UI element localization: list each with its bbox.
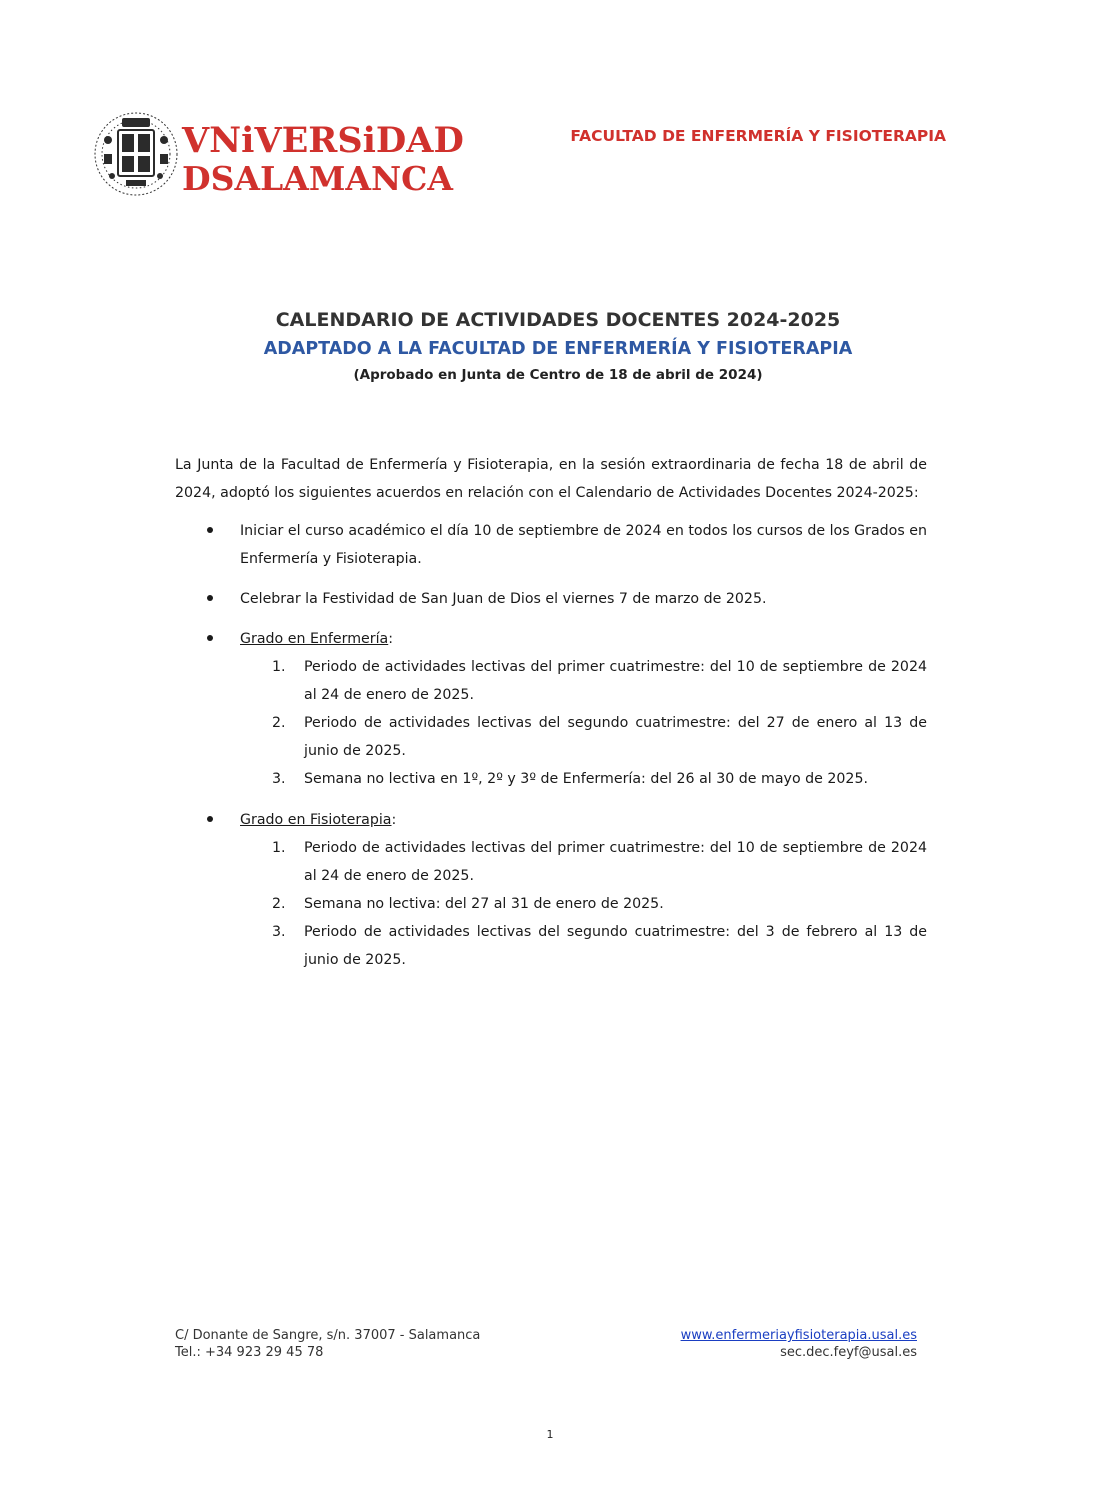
- footer-address: C/ Donante de Sangre, s/n. 37007 - Salamanca: [175, 1328, 481, 1343]
- intro-paragraph: La Junta de la Facultad de Enfermería y Fisioterapia, en la sesión extraordinaria de fecha 18 de abril de 2024, adoptó los siguientes acuerdos en relación con el Calendario de Actividades Docentes 2024-2025:: [175, 457, 927, 501]
- svg-text:VNiVERSiDAD: VNiVERSiDAD: [182, 120, 464, 161]
- agreements-list: [175, 517, 927, 974]
- footer-phone: Tel.: +34 923 29 45 78: [175, 1345, 324, 1360]
- list-item: [175, 585, 927, 613]
- bullet-icon: [207, 635, 213, 641]
- enfermeria-periods: [240, 653, 927, 793]
- bullet-text: Iniciar el curso académico el día 10 de septiembre de 2024 en todos los cursos de los Grados en Enfermería y Fisioterapia.: [240, 523, 927, 567]
- svg-text:DSALAMANCA: DSALAMANCA: [182, 159, 454, 198]
- document-body: [175, 451, 927, 974]
- list-item-enfermeria: Grado en Enfermería: 1. Periodo de actividades lectivas del primer cuatrimestre: del 10 de septiembre de 2024 al 24 de enero de 2025. 2. Periodo de actividades lectivas del segundo cuatrimestre: del 27 de enero al 13 de junio de 2025. 3. Semana no lectiva en 1º, 2º y 3º de Enfermería: del 26 al 30 de mayo de 2025.: [175, 625, 927, 793]
- footer-contact: [175, 1327, 480, 1361]
- numbered-item: 1. Periodo de actividades lectivas del primer cuatrimestre: del 10 de septiembre de 2024 al 24 de enero de 2025.: [272, 659, 927, 703]
- section-heading-fisioterapia: Grado en Fisioterapia: [240, 812, 392, 828]
- numbered-item: 2. Periodo de actividades lectivas del segundo cuatrimestre: del 27 de enero al 13 de junio de 2025.: [272, 715, 927, 759]
- website-link[interactable]: www.enfermeriayfisioterapia.usal.es: [680, 1328, 917, 1343]
- document-subtitle: ADAPTADO A LA FACULTAD DE ENFERMERÍA Y FISIOTERAPIA: [263, 339, 853, 359]
- document-title: CALENDARIO DE ACTIVIDADES DOCENTES 2024-2025: [275, 309, 841, 331]
- numbered-item: 3. Semana no lectiva en 1º, 2º y 3º de Enfermería: del 26 al 30 de mayo de 2025.: [272, 771, 868, 787]
- numbered-item: 3. Periodo de actividades lectivas del segundo cuatrimestre: del 3 de febrero al 13 de junio de 2025.: [272, 924, 927, 968]
- list-item: [175, 517, 927, 573]
- numbered-item: 1. Periodo de actividades lectivas del primer cuatrimestre: del 10 de septiembre de 2024 al 24 de enero de 2025.: [272, 840, 927, 884]
- footer-email: sec.dec.feyf@usal.es: [780, 1345, 917, 1360]
- bullet-icon: [207, 527, 213, 533]
- faculty-name: FACULTAD DE ENFERMERÍA Y FISIOTERAPIA: [570, 127, 946, 145]
- bullet-text: Celebrar la Festividad de San Juan de Dios el viernes 7 de marzo de 2025.: [240, 591, 767, 607]
- footer-links: [681, 1327, 917, 1361]
- section-heading-enfermeria: Grado en Enfermería: [240, 631, 389, 647]
- list-item-fisioterapia: Grado en Fisioterapia: 1. Periodo de actividades lectivas del primer cuatrimestre: del 10 de septiembre de 2024 al 24 de enero de 2025. 2. Semana no lectiva: del 27 al 31 de enero de 2025. 3. Periodo de actividades lectivas del segundo cuatrimestre: del 3 de febrero al 13 de junio de 2025.: [175, 806, 927, 974]
- numbered-item: 2. Semana no lectiva: del 27 al 31 de enero de 2025.: [272, 896, 664, 912]
- fisioterapia-periods: [240, 834, 927, 974]
- document-titles: [0, 309, 1116, 383]
- approval-note: (Aprobado en Junta de Centro de 18 de abril de 2024): [353, 367, 763, 383]
- university-logo: [92, 110, 464, 202]
- bullet-icon: [207, 816, 213, 822]
- bullet-icon: [207, 595, 213, 601]
- page-number: 1: [546, 1428, 554, 1441]
- university-seal-icon: [92, 110, 464, 202]
